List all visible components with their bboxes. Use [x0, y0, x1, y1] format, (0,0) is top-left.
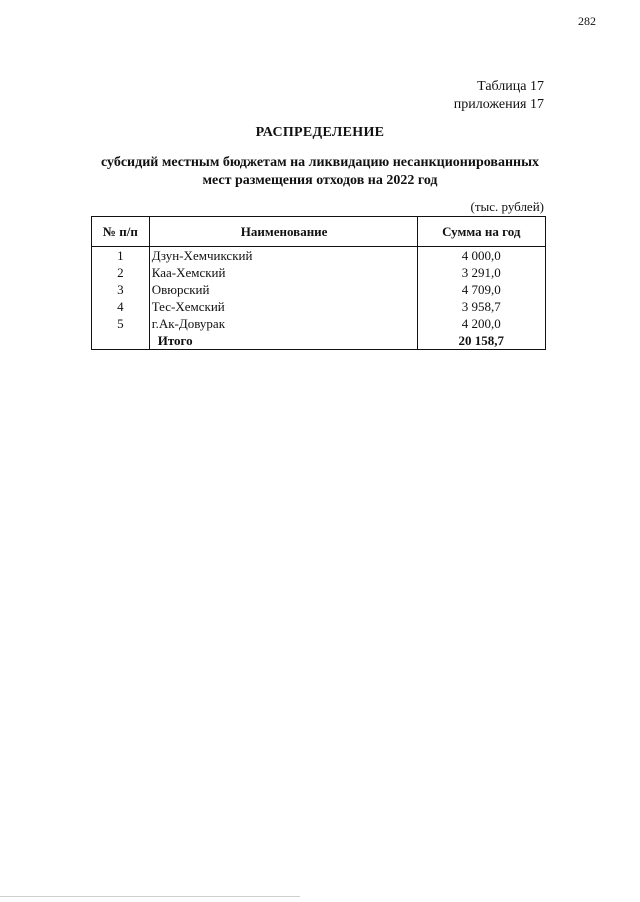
row-sum: 3 291,0 — [417, 264, 545, 281]
document-subtitle — [0, 154, 640, 190]
table-row — [92, 264, 546, 281]
unit-note: (тыс. рублей) — [470, 199, 544, 214]
row-name: г.Ак-Довурак — [149, 315, 417, 332]
page-number: 282 — [578, 14, 596, 28]
header-name: Наименование — [149, 217, 417, 247]
scan-edge-divider — [0, 896, 300, 897]
row-number: 3 — [92, 281, 150, 298]
table-row — [92, 281, 546, 298]
table-row — [92, 247, 546, 265]
row-sum: 4 200,0 — [417, 315, 545, 332]
distribution-table — [91, 216, 546, 350]
total-row — [92, 332, 546, 350]
appendix-annex-label: приложения 17 — [453, 97, 544, 112]
subtitle-line-1: субсидий местным бюджетам на ликвидацию несанкционированных — [100, 155, 540, 170]
row-number: 5 — [92, 315, 150, 332]
row-sum: 4 709,0 — [417, 281, 545, 298]
row-sum: 3 958,7 — [417, 298, 545, 315]
row-number: 2 — [92, 264, 150, 281]
row-number: 1 — [92, 247, 150, 265]
appendix-table-label: Таблица 17 — [477, 79, 544, 94]
table-row — [92, 315, 546, 332]
table-header-row — [92, 217, 546, 247]
document-title: РАСПРЕДЕЛЕНИЕ — [255, 125, 385, 140]
header-sum: Сумма на год — [417, 217, 545, 247]
row-sum: 4 000,0 — [417, 247, 545, 265]
row-name: Каа-Хемский — [149, 264, 417, 281]
row-number: 4 — [92, 298, 150, 315]
total-number-cell — [92, 332, 150, 350]
table-row — [92, 298, 546, 315]
row-name: Овюрский — [149, 281, 417, 298]
subtitle-line-2: мест размещения отходов на 2022 год — [202, 173, 438, 188]
total-sum: 20 158,7 — [417, 332, 545, 350]
header-number: № п/п — [92, 217, 150, 247]
row-name: Дзун-Хемчикский — [149, 247, 417, 265]
row-name: Тес-Хемский — [149, 298, 417, 315]
appendix-reference — [454, 78, 544, 114]
total-label: Итого — [149, 332, 417, 350]
